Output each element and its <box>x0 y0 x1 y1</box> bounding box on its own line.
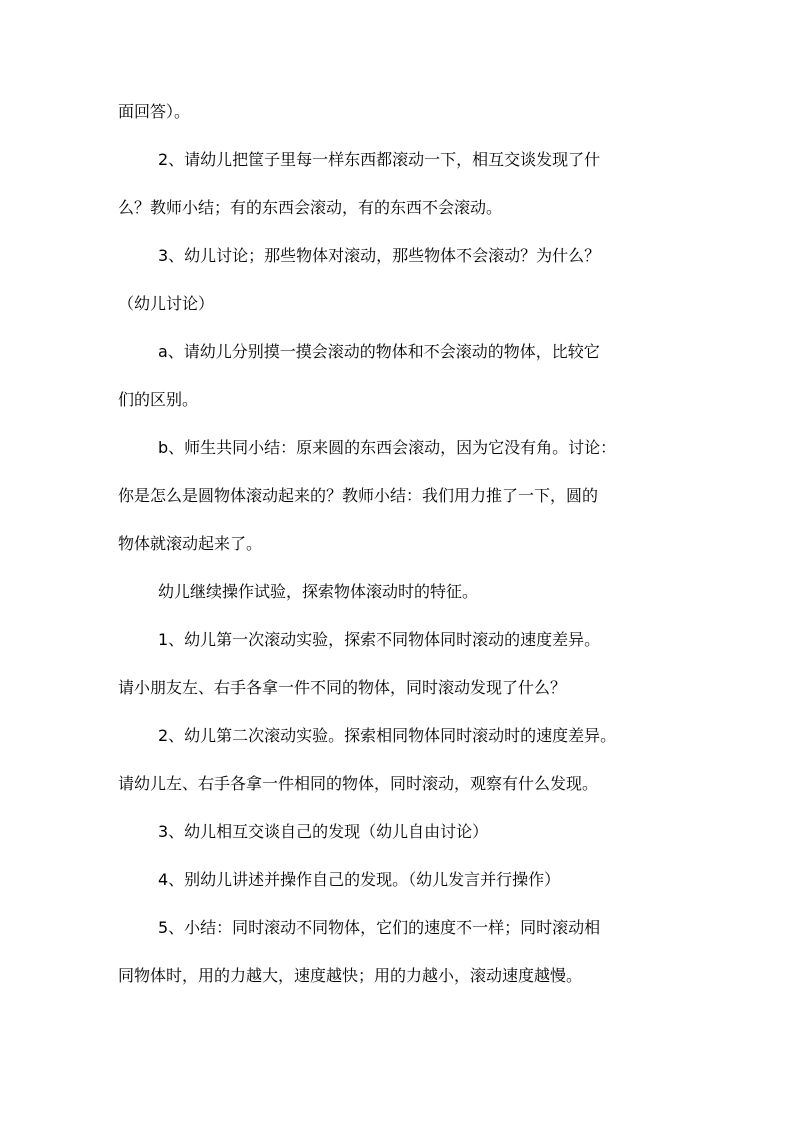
paragraph-line: 5、小结：同时滚动不同物体，它们的速度不一样；同时滚动相 <box>158 918 601 937</box>
paragraph-line: 2、请幼儿把筐子里每一样东西都滚动一下，相互交谈发现了什 <box>158 150 601 169</box>
paragraph-line: 物体就滚动起来了。 <box>118 534 263 553</box>
paragraph-line: 请小朋友左、右手各拿一件不同的物体，同时滚动发现了什么？ <box>118 678 567 697</box>
paragraph-line: a、请幼儿分别摸一摸会滚动的物体和不会滚动的物体，比较它 <box>158 342 600 361</box>
paragraph-line: 你是怎么是圆物体滚动起来的？教师小结：我们用力推了一下，圆的 <box>118 486 599 505</box>
paragraph-line: b、师生共同小结：原来圆的东西会滚动，因为它没有角。讨论： <box>158 438 617 457</box>
paragraph-line: 么？教师小结；有的东西会滚动，有的东西不会滚动。 <box>118 198 503 217</box>
paragraph-line: 面回答）。 <box>118 102 191 121</box>
document-body <box>118 88 692 1000</box>
paragraph-line: 3、幼儿讨论；那些物体对滚动，那些物体不会滚动？为什么？ <box>158 246 601 265</box>
paragraph-line: （幼儿讨论） <box>118 294 215 313</box>
paragraph-line: 请幼儿左、右手各拿一件相同的物体，同时滚动，观察有什么发现。 <box>118 774 599 793</box>
paragraph-line: 2、幼儿第二次滚动实验。探索相同物体同时滚动时的速度差异。 <box>158 726 617 745</box>
paragraph-line: 3、幼儿相互交谈自己的发现（幼儿自由讨论） <box>158 822 489 841</box>
paragraph-line: 们的区别。 <box>118 390 199 409</box>
paragraph-line: 1、幼儿第一次滚动实验，探索不同物体同时滚动的速度差异。 <box>158 630 601 649</box>
paragraph-line: 幼儿继续操作试验，探索物体滚动时的特征。 <box>158 582 479 601</box>
paragraph-line: 4、别幼儿讲述并操作自己的发现。（幼儿发言并行操作） <box>158 870 561 889</box>
paragraph-line: 同物体时，用的力越大，速度越快；用的力越小，滚动速度越慢。 <box>118 966 583 985</box>
